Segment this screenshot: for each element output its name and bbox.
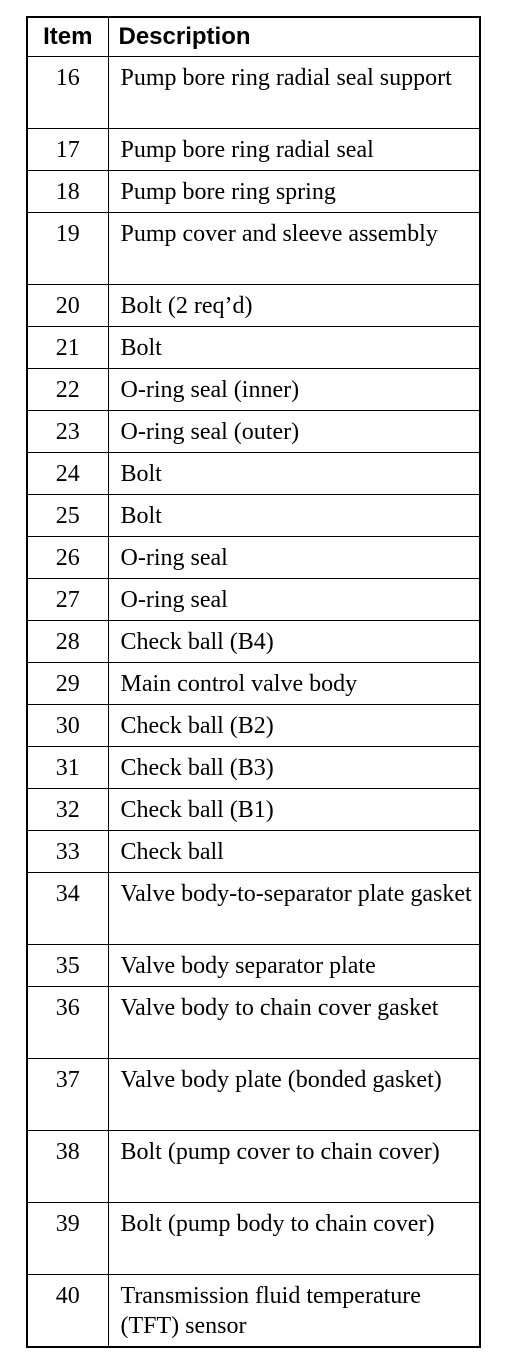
description-cell: Main control valve body	[108, 663, 480, 705]
item-number-cell: 18	[27, 171, 108, 213]
description-cell: Pump cover and sleeve assembly	[108, 213, 480, 285]
description-cell: Valve body plate (bonded gasket)	[108, 1059, 480, 1131]
description-cell: Check ball (B3)	[108, 747, 480, 789]
item-number-cell: 38	[27, 1131, 108, 1203]
table-row	[27, 327, 480, 369]
table-header	[27, 17, 480, 57]
description-cell: Valve body separator plate	[108, 945, 480, 987]
description-cell: Bolt (2 req’d)	[108, 285, 480, 327]
description-column-header: Description	[108, 17, 480, 57]
description-cell: Valve body to chain cover gasket	[108, 987, 480, 1059]
item-number-cell: 36	[27, 987, 108, 1059]
description-cell: O-ring seal (outer)	[108, 411, 480, 453]
table-row	[27, 621, 480, 663]
item-number-cell: 27	[27, 579, 108, 621]
description-cell: Pump bore ring radial seal	[108, 129, 480, 171]
item-number-cell: 28	[27, 621, 108, 663]
description-cell: Pump bore ring spring	[108, 171, 480, 213]
table-row	[27, 705, 480, 747]
description-cell: Bolt (pump body to chain cover)	[108, 1203, 480, 1275]
table-row	[27, 987, 480, 1059]
item-column-header: Item	[27, 17, 108, 57]
description-cell: Bolt (pump cover to chain cover)	[108, 1131, 480, 1203]
description-cell: Check ball	[108, 831, 480, 873]
table-row	[27, 537, 480, 579]
parts-table	[26, 16, 481, 1348]
table-row	[27, 495, 480, 537]
description-cell: Bolt	[108, 453, 480, 495]
table-row	[27, 945, 480, 987]
item-number-cell: 32	[27, 789, 108, 831]
description-cell: Bolt	[108, 495, 480, 537]
table-row	[27, 57, 480, 129]
table-row	[27, 171, 480, 213]
item-number-cell: 31	[27, 747, 108, 789]
description-cell: O-ring seal	[108, 537, 480, 579]
table-row	[27, 789, 480, 831]
item-number-cell: 24	[27, 453, 108, 495]
table-row	[27, 663, 480, 705]
item-number-cell: 20	[27, 285, 108, 327]
table-row	[27, 213, 480, 285]
description-cell: Check ball (B2)	[108, 705, 480, 747]
item-number-cell: 26	[27, 537, 108, 579]
table-row	[27, 831, 480, 873]
item-number-cell: 29	[27, 663, 108, 705]
header-row	[27, 17, 480, 57]
description-cell: Check ball (B1)	[108, 789, 480, 831]
item-number-cell: 17	[27, 129, 108, 171]
item-number-cell: 35	[27, 945, 108, 987]
table-row	[27, 873, 480, 945]
table-row	[27, 747, 480, 789]
item-number-cell: 23	[27, 411, 108, 453]
table-row	[27, 129, 480, 171]
description-cell: O-ring seal (inner)	[108, 369, 480, 411]
item-number-cell: 34	[27, 873, 108, 945]
item-number-cell: 37	[27, 1059, 108, 1131]
description-cell: O-ring seal	[108, 579, 480, 621]
item-number-cell: 16	[27, 57, 108, 129]
description-cell: Transmission fluid temperature (TFT) sensor	[108, 1275, 480, 1348]
description-cell: Check ball (B4)	[108, 621, 480, 663]
item-number-cell: 39	[27, 1203, 108, 1275]
table-row	[27, 579, 480, 621]
table-row	[27, 1203, 480, 1275]
table-body	[27, 57, 480, 1348]
description-cell: Valve body-to-separator plate gasket	[108, 873, 480, 945]
table-row	[27, 285, 480, 327]
description-cell: Bolt	[108, 327, 480, 369]
table-row	[27, 453, 480, 495]
description-cell: Pump bore ring radial seal support	[108, 57, 480, 129]
item-number-cell: 40	[27, 1275, 108, 1348]
table-row	[27, 411, 480, 453]
item-number-cell: 25	[27, 495, 108, 537]
item-number-cell: 30	[27, 705, 108, 747]
table-row	[27, 1131, 480, 1203]
table-row	[27, 369, 480, 411]
item-number-cell: 22	[27, 369, 108, 411]
table-row	[27, 1275, 480, 1348]
item-number-cell: 21	[27, 327, 108, 369]
item-number-cell: 33	[27, 831, 108, 873]
item-number-cell: 19	[27, 213, 108, 285]
table-row	[27, 1059, 480, 1131]
